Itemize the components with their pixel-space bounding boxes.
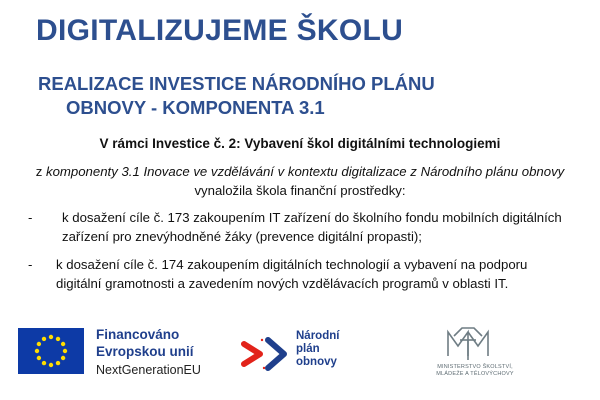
bullet-item <box>24 256 584 293</box>
subtitle <box>38 72 578 120</box>
bullet-text: k dosažení cíle č. 174 zakoupením digitálních technologií a vybavení na podporu digitální gramotnosti a zavedením nových vzdělávacích programů v oblasti IT. <box>56 257 528 291</box>
msmt-line-1: MINISTERSTVO ŠKOLSTVÍ, <box>437 364 513 370</box>
npo-logo-icon <box>240 334 292 374</box>
intro-italic: komponenty 3.1 Inovace ve vzdělávání v kontextu digitalizace z Národního plánu obnovy <box>45 164 565 179</box>
bullet-dash: - <box>28 210 33 225</box>
investice-heading: V rámci Investice č. 2: Vybavení škol digitálními technologiemi <box>99 136 501 151</box>
eu-flag-icon <box>18 328 84 374</box>
npo-line-1: Národní <box>296 330 340 342</box>
intro-suffix: vynaložila škola finanční prostředky: <box>194 183 406 198</box>
msmt-line-2: MLÁDEŽE A TĚLOVÝCHOVY <box>436 371 514 377</box>
bullet-list <box>24 209 584 303</box>
subtitle-line-1: REALIZACE INVESTICE NÁRODNÍHO PLÁNU <box>38 73 435 94</box>
eu-funding-logo <box>18 326 218 378</box>
npo-line-3: obnovy <box>296 356 337 368</box>
bullet-text: k dosažení cíle č. 173 zakoupením IT zařízení do školního fondu mobilních digitálních zařízení pro znevýhodněné žáky (prevence digitální propasti); <box>62 210 562 244</box>
eu-line-1: Financováno <box>96 327 180 342</box>
msmt-logo-text <box>420 364 530 378</box>
npo-logo-text <box>296 330 339 369</box>
eu-logo-text <box>96 326 226 379</box>
main-title: DIGITALIZUJEME ŠKOLU <box>36 14 404 47</box>
msmt-logo-icon <box>444 326 492 362</box>
npo-logo <box>240 330 380 378</box>
eu-line-2: Evropskou unií <box>96 344 194 359</box>
eu-line-3: NextGenerationEU <box>96 363 201 377</box>
bullet-item <box>24 209 584 246</box>
intro-paragraph <box>24 162 576 200</box>
subtitle-line-2: OBNOVY - KOMPONENTA 3.1 <box>66 97 325 118</box>
npo-line-2: plán <box>296 343 320 355</box>
msmt-logo <box>420 326 530 382</box>
bullet-dash: - <box>28 257 33 272</box>
intro-prefix: z <box>35 164 46 179</box>
